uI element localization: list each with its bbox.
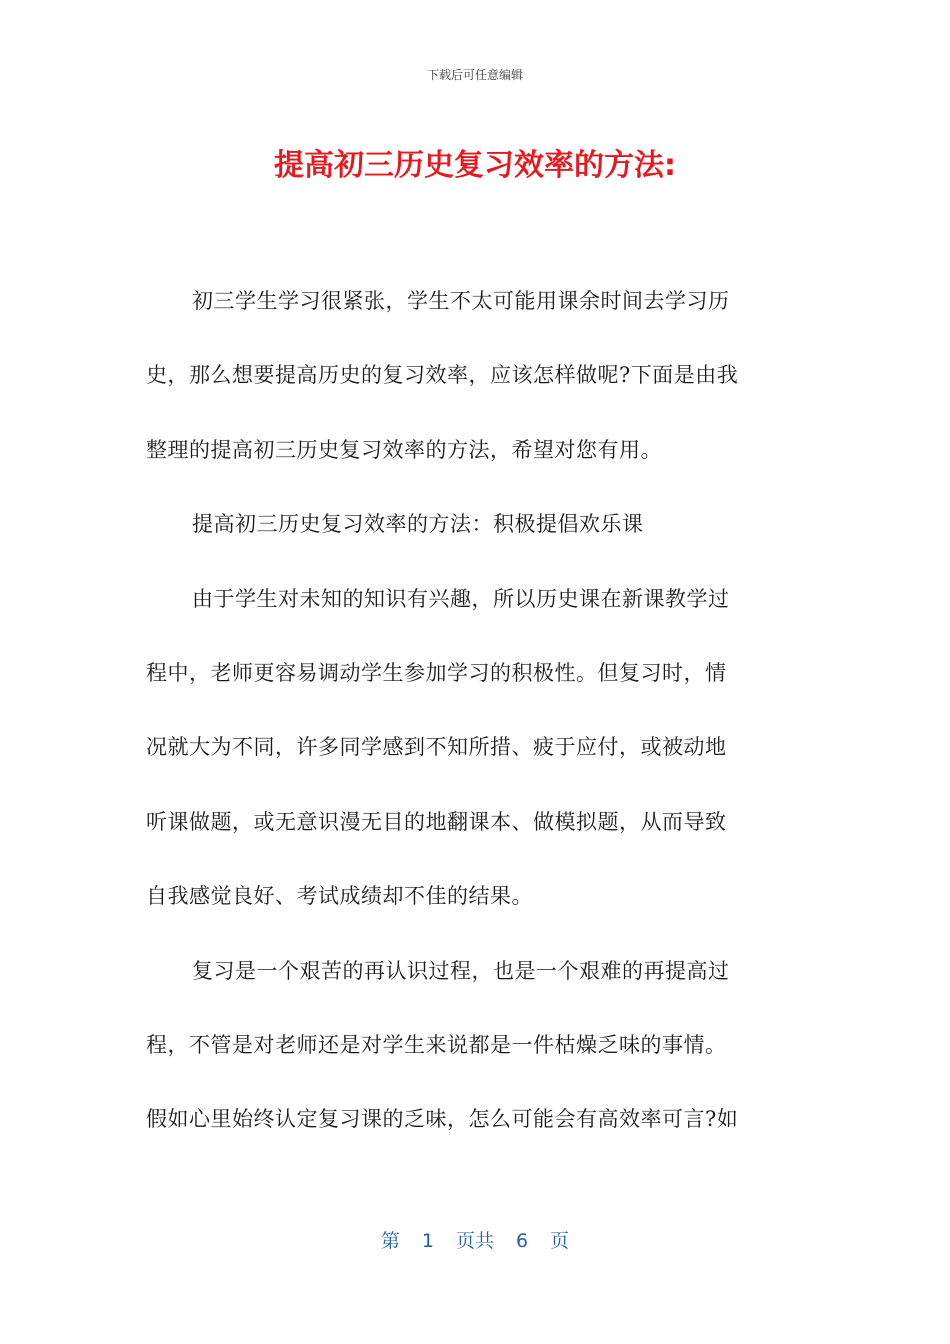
footer-suffix: 页: [550, 1230, 570, 1252]
current-page-number: 1: [421, 1230, 434, 1252]
header-note: 下载后可任意编辑: [426, 68, 523, 82]
document-title: 提高初三历史复习效率的方法:: [274, 148, 676, 183]
body-line: 复习是一个艰苦的再认识过程，也是一个艰难的再提高过: [192, 958, 730, 983]
page-footer: [0, 1226, 950, 1253]
body-line: 程，不管是对老师还是对学生来说都是一件枯燥乏味的事情。: [146, 1032, 727, 1057]
body-line: 自我感觉良好、考试成绩却不佳的结果。: [146, 884, 533, 909]
body-line: 由于学生对未知的知识有兴趣，所以历史课在新课教学过: [192, 586, 730, 611]
body-line: 假如心里始终认定复习课的乏味，怎么可能会有高效率可言?如: [146, 1107, 739, 1132]
footer-middle: 页共: [455, 1230, 494, 1252]
total-pages-number: 6: [516, 1230, 529, 1252]
body-line: 史，那么想要提高历史的复习效率，应该怎样做呢?下面是由我: [146, 363, 739, 388]
body-line: 整理的提高初三历史复习效率的方法，希望对您有用。: [146, 437, 662, 462]
body-line: 程中，老师更容易调动学生参加学习的积极性。但复习时，情: [146, 660, 727, 685]
body-line: 况就大为不同，许多同学感到不知所措、疲于应付，或被动地: [146, 735, 727, 760]
body-line: 初三学生学习很紧张，学生不太可能用课余时间去学习历: [192, 289, 730, 313]
footer-prefix: 第: [380, 1230, 400, 1252]
document-body: [146, 264, 806, 1157]
section-heading: 提高初三历史复习效率的方法：积极提倡欢乐课: [192, 512, 644, 537]
body-line: 听课做题，或无意识漫无目的地翻课本、做模拟题，从而导致: [146, 809, 727, 834]
